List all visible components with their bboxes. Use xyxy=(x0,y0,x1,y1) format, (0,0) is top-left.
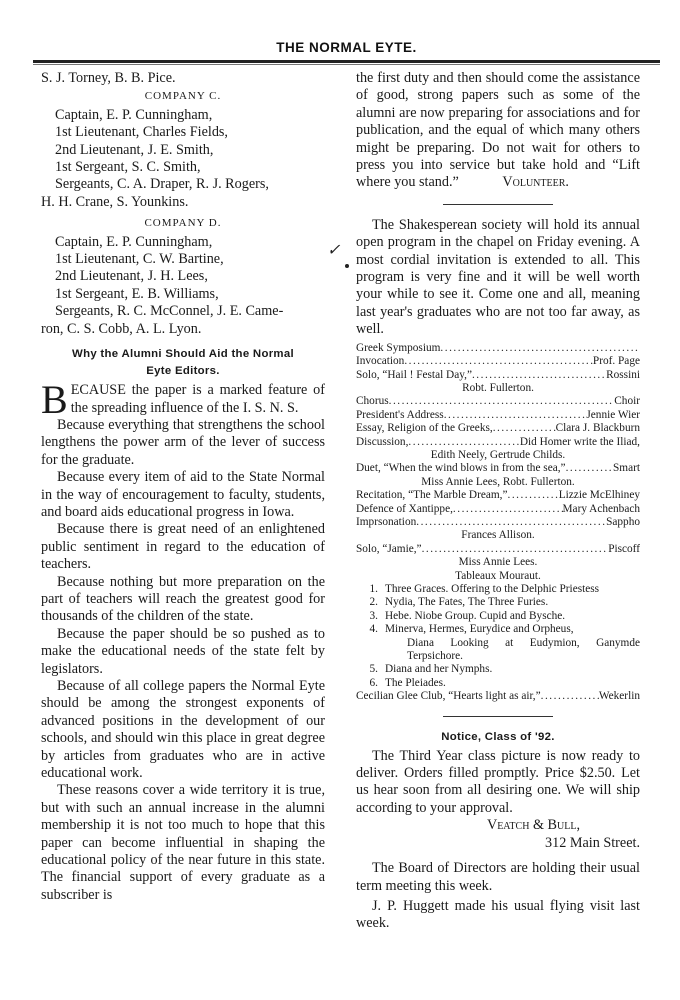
notice-heading: Notice, Class of '92. xyxy=(441,730,555,743)
roster-line: Captain, E. P. Cunningham, xyxy=(55,233,213,250)
program-performer: Edith Neely, Gertrude Childs. xyxy=(430,448,566,461)
roster-line: Sergeants, R. C. McConnel, J. E. Came- xyxy=(55,303,284,320)
tableaux-item: 5. Diana and her Nymphs. xyxy=(369,663,493,676)
program-item: Solo, “Hail ! Festal Day,” ..... Rossini xyxy=(356,369,640,382)
tableaux-item: 1. Three Graces. Offering to the Delphic Priestess xyxy=(369,583,600,595)
first-paragraph-text: ECAUSE the paper is a marked feature of the spreading influence of the I. S. N. S. xyxy=(70,382,325,416)
board-note: The Board of Directors are holding their usual term meeting this week. xyxy=(356,860,640,894)
roster-line: Sergeants, C. A. Draper, R. J. Rogers, xyxy=(55,176,269,193)
company-c-title: COMPANY C. xyxy=(144,90,222,103)
tableaux-item: 3. Hebe. Niobe Group. Cupid and Bysche. xyxy=(369,609,566,622)
notice-signature: Veatch & Bull, xyxy=(486,817,580,834)
program-item: Greek Symposium ..... xyxy=(356,342,640,355)
masthead-rule-thin xyxy=(33,64,660,65)
article-paragraph: Because nothing but more preparation on the part of teachers will reach the greatest good for thousands of the children of the state. xyxy=(41,573,325,625)
article-continued xyxy=(356,70,640,192)
article-heading-line1: Why the Alumni Should Aid the Normal xyxy=(72,348,294,361)
masthead-rule xyxy=(33,60,660,63)
program-item: Chorus ..... Choir xyxy=(356,395,640,408)
program-item: Solo, “Jamie,” ..... Piscoff xyxy=(356,543,640,556)
roster-line: 2nd Lieutenant, J. H. Lees, xyxy=(55,268,208,285)
article-heading xyxy=(41,346,325,380)
program-item: President's Address ..... Jennie Wier xyxy=(356,409,640,422)
article-first-paragraph xyxy=(41,377,325,423)
notice-text: The Third Year class picture is now ready to deliver. Orders filled promptly. Price $2.50. Let us hear soon from all desiring one. We will ship according to your approval. xyxy=(356,747,640,816)
margin-check-mark-icon: ✓ xyxy=(327,242,341,259)
article-paragraph: These reasons cover a wide territory it is true, but with such an annual increase in the alumni membership it is not too much to hope that this paper can become influential in shaping the educational policy of the near future in this state. The financial support of every graduate as a subscriber is xyxy=(41,782,325,903)
article-paragraph: Because of all college papers the Normal Eyte should be among the strongest exponents of advanced positions in the development of our schools, and should win this place in great degree by articles from graduates who are in active educational work. xyxy=(41,678,325,782)
program-item: Duet, “When the wind blows in from the sea,” ..... Smart xyxy=(356,462,640,475)
roster-line: 2nd Lieutenant, J. E. Smith, xyxy=(55,141,214,158)
right-column xyxy=(356,70,640,933)
roster-line: 1st Lieutenant, C. W. Bartine, xyxy=(55,251,224,268)
program-list xyxy=(356,342,640,704)
roster-line: 1st Sergeant, S. C. Smith, xyxy=(55,159,201,176)
masthead-title: THE NORMAL EYTE. xyxy=(276,40,417,55)
program-performer: Robt. Fullerton. xyxy=(462,381,534,394)
program-item: Defence of Xantippe, ..... Mary Achenbach xyxy=(356,503,640,516)
program-item: Discussion, ..... Did Homer write the Iliad, xyxy=(356,436,640,449)
article-signature: Volunteer. xyxy=(502,174,569,191)
section-divider xyxy=(443,204,553,205)
roster-line: 1st Sergeant, E. B. Williams, xyxy=(55,285,219,302)
article-paragraph: Because there is great need of an enlightened public sentiment in regard to the education of teachers. xyxy=(41,521,325,573)
roster-continuation: ron, C. S. Cobb, A. L. Lyon. xyxy=(41,320,202,337)
program-item: Recitation, “The Marble Dream,” ..... Lizzie McElhiney xyxy=(356,489,640,502)
article-paragraph: Because everything that strengthens the school lengthens the power arm of the lever of success for the graduate. xyxy=(41,416,325,468)
tableaux-item: 2. Nydia, The Fates, The Three Furies. xyxy=(369,596,549,609)
program-item: Invocation ..... Prof. Page xyxy=(356,355,640,368)
section-divider xyxy=(443,716,553,717)
roster-line: 1st Lieutenant, Charles Fields, xyxy=(55,124,228,141)
article-heading-line2: Eyte Editors. xyxy=(146,365,220,378)
roster-line: Captain, E. P. Cunningham, xyxy=(55,106,213,123)
margin-dot-icon xyxy=(345,264,349,268)
company-d-title: COMPANY D. xyxy=(144,217,222,230)
drop-cap: B xyxy=(41,377,68,423)
opening-line: S. J. Torney, B. B. Pice. xyxy=(41,70,176,86)
program-performer: Miss Annie Lees. xyxy=(458,556,538,569)
company-d-roster xyxy=(41,234,325,338)
article-continued-text: the first duty and then should come the assistance of good, strong papers such as some of the alumni are now preparing for associations and for publication, and the equal of which many others might be preparing. Do not wait for others to press you into service but take hold and “Lift where you stand.” xyxy=(356,70,640,191)
shakespeare-notice: The Shakesperean society will hold its annual open program in the chapel on Friday evening. A most cordial invitation is extended to all. This program is very fine and it will be well worth your while to see it. Come one and all, meaning last year's graduates who are not too far away, as well. xyxy=(356,216,640,338)
company-c-roster xyxy=(41,107,325,211)
article-paragraph: Because every item of aid to the State Normal in the way of encouragement to faculty, students, and board aids educational progress in Iowa. xyxy=(41,469,325,520)
article-paragraph: Because the paper should be so pushed as to make the educational needs of the state felt by legislators. xyxy=(41,625,325,677)
program-item: Essay, Religion of the Greeks, ..... Clara J. Blackburn xyxy=(356,422,640,435)
program-item-glee-club: Cecilian Glee Club, “Hearts light as air,” ..... Wekerlin xyxy=(356,690,640,703)
program-item: Imprsonation ..... Sappho xyxy=(356,516,640,529)
program-performer: Frances Allison. xyxy=(461,529,535,542)
tableaux-item: 6. The Pleiades. xyxy=(369,676,446,689)
program-performer: Miss Annie Lees, Robt. Fullerton. xyxy=(421,475,575,488)
left-column xyxy=(41,70,325,904)
tableaux-item: 4. Minerva, Hermes, Eurydice and Orpheus, Diana Looking at Eudymion, Ganymde Terpsichore. xyxy=(369,623,640,663)
huggett-note: J. P. Huggett made his usual flying visit last week. xyxy=(356,897,640,932)
tableaux-title: Tableaux Mouraut. xyxy=(455,569,541,582)
notice-address: 312 Main Street. xyxy=(545,834,640,851)
roster-continuation: H. H. Crane, S. Younkins. xyxy=(41,193,189,210)
